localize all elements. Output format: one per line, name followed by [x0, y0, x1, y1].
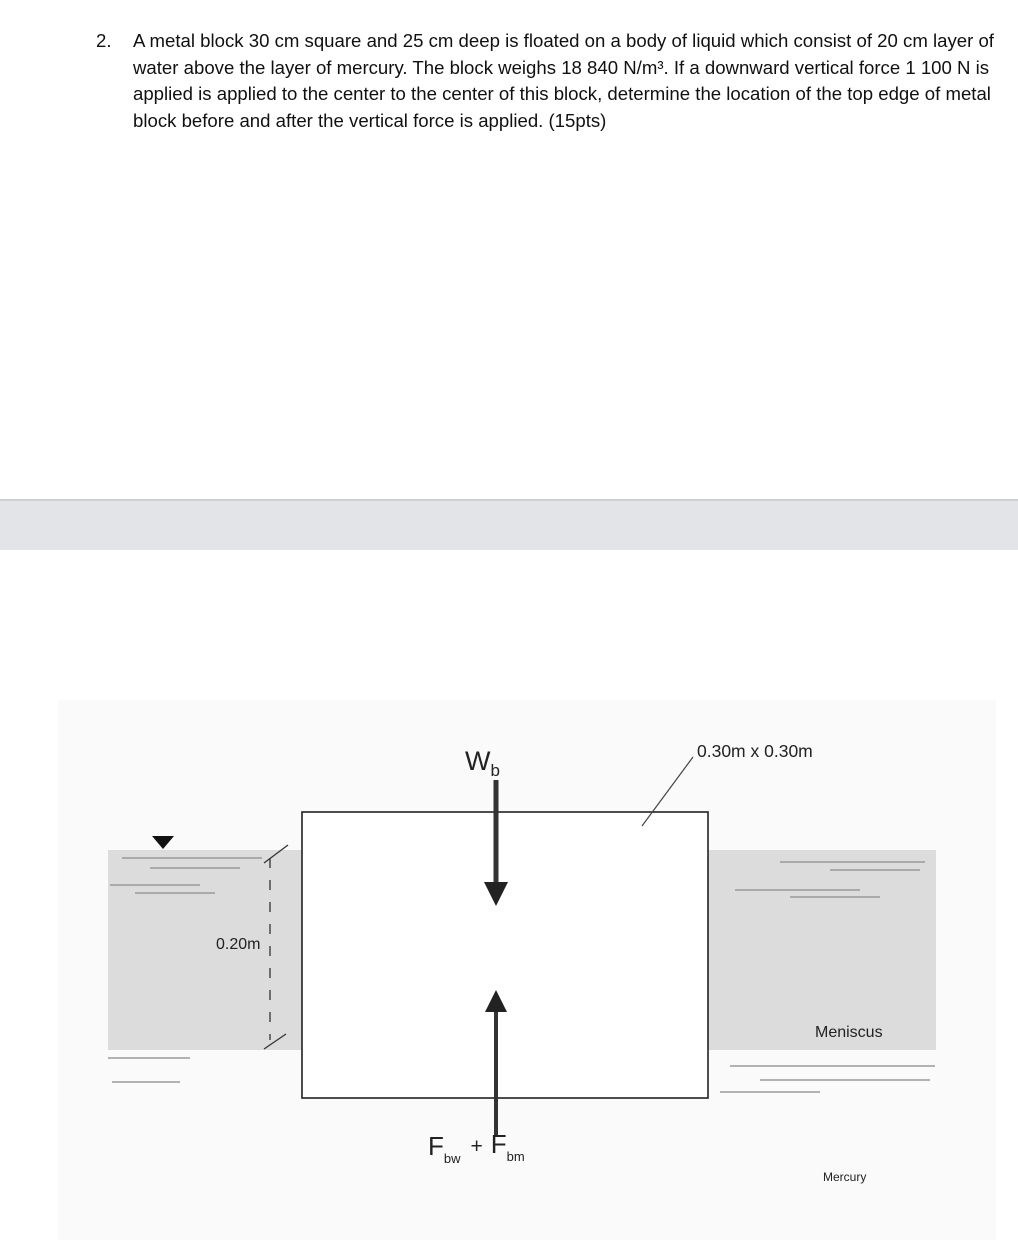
- meniscus-label: Meniscus: [815, 1024, 883, 1041]
- water-depth-label: 0.20m: [216, 936, 261, 953]
- buoyant-force-label: $F_{bw}^+$ $F_{bm}$: [428, 1129, 525, 1166]
- right-water-region: [708, 850, 936, 1050]
- weight-label: $W_b$: [465, 746, 500, 780]
- problem-text: A metal block 30 cm square and 25 cm deep is floated on a body of liquid which consist of 20 cm layer of water above the layer of mercury. The block weighs 18 840 N/m³. If a downward vertical force 1 100 N is applied is applied to the center to the center of this block, determine the location of the top edge of metal block before and after the vertical force is applied. (15pts): [133, 30, 994, 131]
- metal-block: [302, 812, 708, 1098]
- water-surface-marker-icon: [152, 836, 174, 849]
- mercury-label: Mercury: [823, 1170, 867, 1184]
- problem-number: 2.: [96, 30, 112, 51]
- dimension-label: 0.30m x 0.30m: [697, 741, 813, 761]
- left-water-region: [108, 850, 302, 1050]
